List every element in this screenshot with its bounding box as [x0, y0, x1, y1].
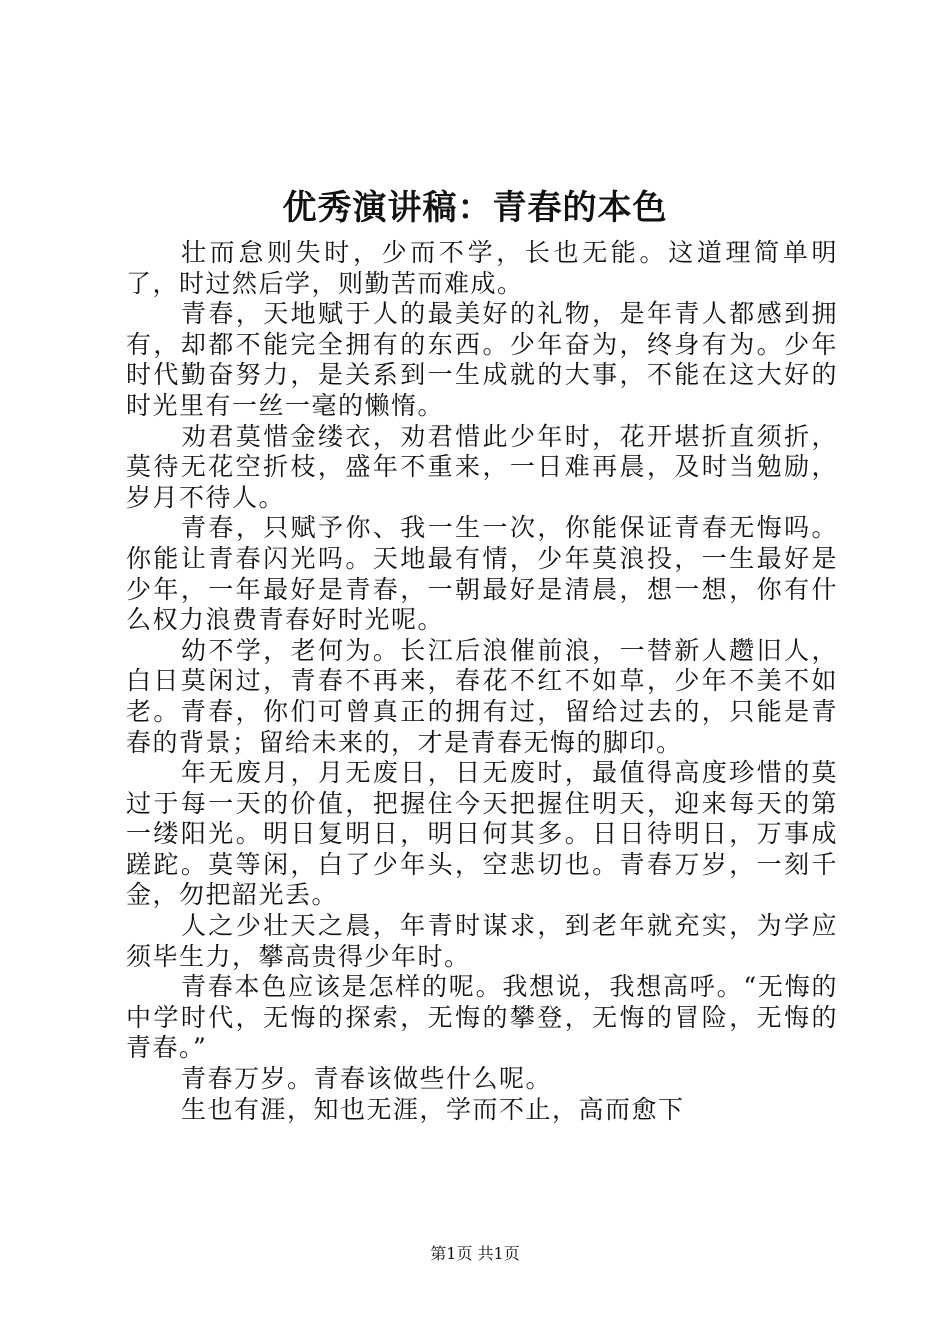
paragraph-3: 劝君莫惜金缕衣，劝君惜此少年时，花开堪折直须折，莫待无花空折枝，盛年不重来，一日难再晨，及时当勉励，岁月不待人。	[126, 421, 838, 512]
paragraph-8: 青春本色应该是怎样的呢。我想说，我想高呼。“无悔的中学时代，无悔的探索，无悔的攀登，无悔的冒险，无悔的青春。”	[126, 972, 838, 1063]
document-title: 优秀演讲稿：青春的本色	[282, 188, 668, 228]
paragraph-2: 青春，天地赋于人的最美好的礼物，是年青人都感到拥有，却都不能完全拥有的东西。少年奋为，终身有为。少年时代勤奋努力，是关系到一生成就的大事，不能在这大好的时光里有一丝一毫的懒惰。	[126, 299, 838, 420]
paragraph-5: 幼不学，老何为。长江后浪催前浪，一替新人趱旧人，白日莫闲过，青春不再来，春花不红不如草，少年不美不如老。青春，你们可曾真正的拥有过，留给过去的，只能是青春的背景；留给未来的，才是青春无悔的脚印。	[126, 635, 838, 757]
paragraph-7: 人之少壮天之晨，年青时谋求，到老年就充实，为学应须毕生力，攀高贵得少年时。	[126, 911, 838, 971]
document-body	[126, 238, 838, 1125]
paragraph-6: 年无废月，月无废日，日无废时，最值得高度珍惜的莫过于每一天的价值，把握住今天把握住明天，迎来每天的第一缕阳光。明日复明日，明日何其多。日日待明日，万事成蹉跎。莫等闲，白了少年头，空悲切也。青春万岁，一刻千金，勿把韶光丢。	[126, 758, 838, 910]
paragraph-1: 壮而怠则失时，少而不学，长也无能。这道理简单明了，时过然后学，则勤苦而难成。	[126, 238, 838, 298]
paragraph-9: 青春万岁。青春该做些什么呢。	[181, 1064, 553, 1094]
paragraph-10: 生也有涯，知也无涯，学而不止，高而愈下	[181, 1094, 685, 1124]
page-footer: 第1页 共1页	[430, 1244, 520, 1263]
paragraph-4: 青春，只赋予你、我一生一次，你能保证青春无悔吗。你能让青春闪光吗。天地最有情，少年莫浪投，一生最好是少年，一年最好是青春，一朝最好是清晨，想一想，你有什么权力浪费青春好时光呢。	[126, 513, 838, 635]
